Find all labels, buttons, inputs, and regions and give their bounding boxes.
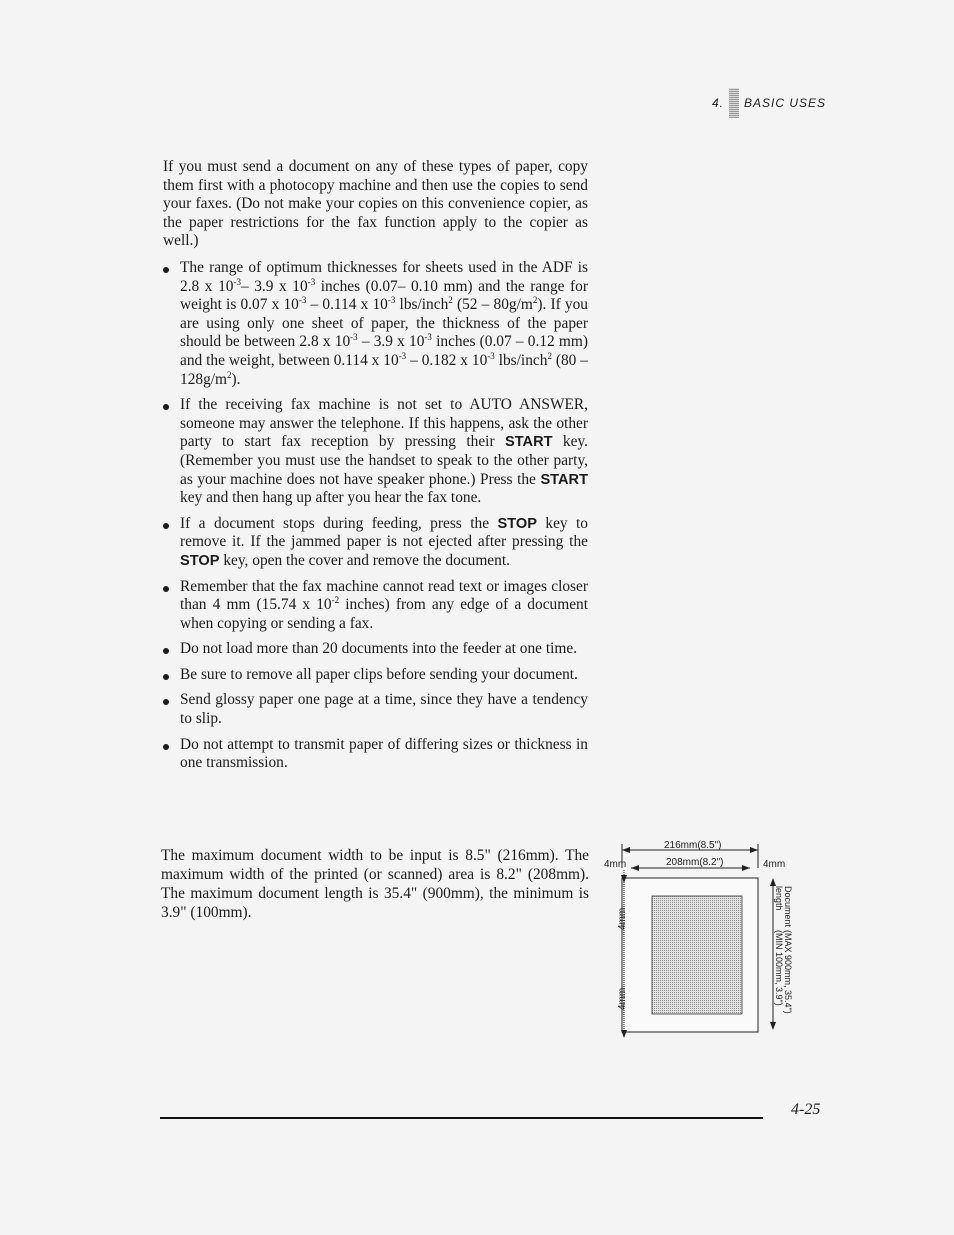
list-item: If a document stops during feeding, press the STOP key to remove it. If the jammed paper is not ejected after pressing the STOP key, open the cover and remove the document. xyxy=(163,515,588,571)
document-dimensions-diagram xyxy=(598,838,810,1043)
list-item: The range of optimum thicknesses for sheets used in the ADF is 2.8 x $10^{-3}-$ 3.9 x $10^{-3}$ inches (0.07– 0.10 mm) and the range for weight is 0.07 x $10^{-3} - 0.114$ x $10^{-3}$ lbs/inch$^2$ $(52 - 80g/m^2)$. If you are using only one sheet of paper, the thickness of the paper should be between 2.8 x $10^{-3} - 3.9$ x $10^{-3}$ inches (0.07 – 0.12 mm) and the weight, between 0.114 x $10^{-3} - 0.182$ x $10^{-3}$ lbs/inch$^2$ $(80 - 128g/m^2)$. xyxy=(163,259,588,389)
arrowhead-icon xyxy=(742,865,750,871)
length-label-line1: Document xyxy=(783,886,793,928)
total-width-label: 216mm(8.5") xyxy=(664,840,722,851)
list-item: If the receiving fax machine is not set to AUTO ANSWER, someone may answer the telephone. If this happens, ask the other party to start fax reception by pressing their START key. (Remember you must use the handset to speak to the other party, as your machine does not have speaker phone.) Press the START key and then hang up after you hear the fax tone. xyxy=(163,396,588,508)
chapter-tab-mark xyxy=(729,88,739,118)
length-label-line2: length xyxy=(774,886,784,911)
bottom-margin-label: 4mm xyxy=(617,987,628,1010)
arrowhead-icon xyxy=(631,865,639,871)
scan-area xyxy=(652,896,742,1014)
max-length-label: (MAX 900mm, 35.4") xyxy=(783,930,793,1014)
list-item: Send glossy paper one page at a time, since they have a tendency to slip. xyxy=(163,691,588,728)
list-item: Do not load more than 20 documents into the feeder at one time. xyxy=(163,640,588,659)
list-item: Do not attempt to transmit paper of differing sizes or thickness in one transmission. xyxy=(163,736,588,773)
print-width-label: 208mm(8.2") xyxy=(666,857,724,868)
top-margin-label: 4mm xyxy=(617,907,628,930)
page-number: 4-25 xyxy=(791,1101,821,1118)
list-item: Remember that the fax machine cannot read text or images closer than 4 mm (15.74 x $10^{-2}$ inches) from any edge of a document when copying or sending a fax. xyxy=(163,578,588,634)
list-item: Be sure to remove all paper clips before sending your document. xyxy=(163,666,588,685)
footer-rule xyxy=(160,1117,763,1119)
paper-guidelines-list xyxy=(163,259,588,780)
page-header xyxy=(712,88,826,118)
arrowhead-icon xyxy=(621,1030,627,1038)
arrowhead-icon xyxy=(770,1022,776,1030)
arrowhead-icon xyxy=(770,878,776,886)
left-margin-label: 4mm xyxy=(604,859,627,870)
intro-paragraph: If you must send a document on any of these types of paper, copy them first with a photocopy machine and then use the copies to send your faxes. (Do not make your copies on this convenience copier, as the paper restrictions for the fax function apply to the copier as well.) xyxy=(163,158,588,250)
min-length-label: (MIN 100mm, 3.9") xyxy=(774,930,784,1006)
start-key-label: START xyxy=(504,434,553,451)
document-size-paragraph: The maximum document width to be input is 8.5" (216mm). The maximum width of the printed (or scanned) area is 8.2" (208mm). The maximum document length is 35.4" (900mm), the minimum is 3.9" (100mm). xyxy=(161,847,589,921)
chapter-title: BASIC USES xyxy=(743,96,826,110)
start-key-label: START xyxy=(540,471,588,488)
right-margin-label: 4mm xyxy=(763,859,786,870)
stop-key-label: STOP xyxy=(497,515,537,532)
arrowhead-icon xyxy=(622,847,630,853)
chapter-number: 4. xyxy=(711,96,724,110)
stop-key-label: STOP xyxy=(180,552,220,569)
arrowhead-icon xyxy=(750,847,758,853)
